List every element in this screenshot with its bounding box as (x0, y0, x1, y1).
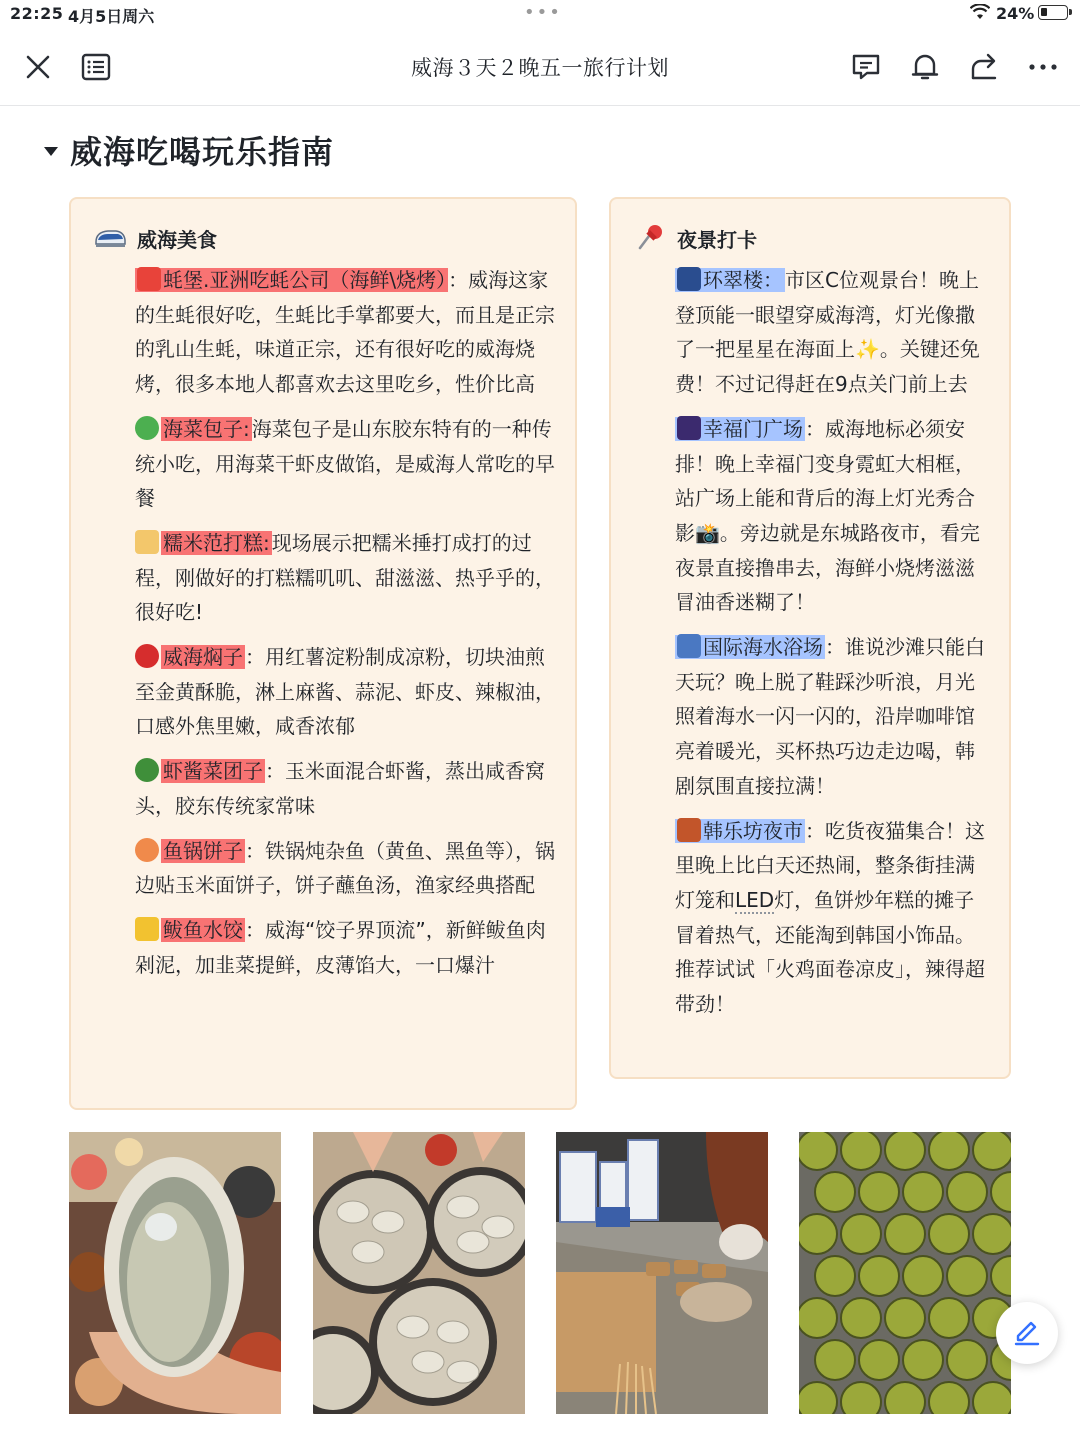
food-item-highlight (161, 918, 245, 942)
night-item-happy-gate (675, 412, 993, 620)
comment-button[interactable] (849, 50, 883, 84)
share-icon (969, 52, 999, 82)
photo-dumplings[interactable] (313, 1132, 525, 1414)
night-item-highlight (675, 417, 805, 441)
food-item-highlight (161, 531, 272, 555)
night-card-header (633, 221, 757, 255)
battery-percent: 24% (996, 4, 1035, 23)
night-item-desc-pre: 吃货夜猫集合！这里晚上比白天还热闹，整条街挂满灯笼和 (675, 818, 985, 912)
dumplings-image (313, 1132, 525, 1414)
food-item-highlight (161, 645, 245, 669)
food-item-sep: ： (245, 838, 265, 863)
edit-pen-icon (1012, 1318, 1042, 1348)
food-item-desc: 玉米面混合虾酱，蒸出咸香窝头，胶东传统家常味 (135, 759, 545, 818)
rice-cake-image (556, 1132, 768, 1414)
more-button[interactable] (1026, 50, 1060, 84)
food-item-name: 糯米范打糕 (163, 530, 263, 555)
night-item-huancui-tower (675, 263, 993, 402)
night-item-name: 韩乐坊夜市 (703, 818, 803, 843)
food-item-sep: ： (265, 759, 285, 784)
night-item-name: 幸福门广场 (703, 416, 803, 441)
fireworks-icon (677, 416, 701, 440)
food-item-sep: ： (245, 645, 265, 670)
status-date: 4月5日周六 (68, 7, 155, 26)
oyster-image (69, 1132, 281, 1414)
night-item-name: 环翠楼： (703, 268, 783, 292)
food-item-name: 海菜包子 (163, 416, 243, 441)
peach-icon (135, 838, 159, 862)
food-card-title: 威海美食 (137, 227, 217, 252)
multitask-dots-icon[interactable]: ••• (524, 2, 562, 23)
edit-button[interactable] (996, 1302, 1058, 1364)
food-item-sep: : (243, 416, 250, 441)
vegetable-buns-image (799, 1132, 1011, 1414)
night-item-beach (675, 630, 993, 804)
night-item-highlight (675, 635, 825, 659)
corn-icon (135, 917, 159, 941)
night-city-icon (677, 267, 701, 291)
broccoli-icon (135, 758, 159, 782)
section-title: 威海吃喝玩乐指南 (70, 133, 335, 171)
photo-vegetable-buns[interactable] (799, 1132, 1011, 1414)
more-icon (1028, 63, 1058, 71)
photo-oyster[interactable] (69, 1132, 281, 1414)
food-item-seaweed-bun (135, 412, 555, 516)
night-item-desc: 市区C位观景台！晚上登顶能一眼望穿威海湾，灯光像撒了一把星星在海面上✨。关键还免费！不过记得赶在9点关门前上去 (675, 268, 980, 397)
night-item-desc: 灯，鱼饼炒年糕的摊子冒着热气，还能淘到韩国小饰品。推荐试试「火鸡面卷凉皮」，辣得超带劲！ (675, 887, 985, 1017)
food-item-menzi (135, 640, 555, 744)
food-item-desc: 威海“饺子界顶流”，新鲜鲅鱼肉剁泥，加韭菜提鲜，皮薄馅大，一口爆汁 (135, 917, 546, 977)
food-item-highlight (161, 839, 245, 863)
night-item-highlight (675, 819, 805, 843)
night-item-sep: ： (805, 416, 825, 441)
spellcheck-mark[interactable]: LED (735, 887, 775, 912)
pushpin-icon (633, 221, 667, 255)
night-item-sep: ： (805, 818, 825, 843)
document-title: 威海３天２晚五一旅行计划 (411, 56, 669, 80)
sandwich-icon (135, 530, 159, 554)
status-bar (0, 0, 1080, 28)
food-item-highlight (161, 759, 265, 783)
night-card-title: 夜景打卡 (677, 227, 757, 252)
food-item-desc: 用红薯淀粉制成凉粉，切块油煎至金黄酥脆，淋上麻酱、蒜泥、虾皮、辣椒油，口感外焦里嫩，咸香浓郁 (135, 645, 555, 739)
food-item-sep: ： (245, 917, 265, 942)
food-item-highlight (135, 268, 448, 292)
night-item-sep: ： (825, 635, 845, 660)
strawberry-icon (137, 267, 161, 291)
sunset-city-icon (677, 818, 701, 842)
night-item-hanlefang (675, 814, 993, 1022)
food-item-sep: ： (448, 268, 469, 292)
bullet-train-icon (93, 221, 127, 255)
night-view-callout-card (609, 197, 1011, 1079)
wifi-icon (970, 4, 990, 20)
food-list (135, 263, 555, 992)
food-item-sep: : (263, 530, 270, 555)
food-item-mackerel-dumpling (135, 913, 555, 982)
status-time: 22:25 (10, 4, 64, 23)
bell-icon (911, 52, 939, 82)
night-item-name: 国际海水浴场 (703, 635, 823, 660)
food-item-desc: 现场展示把糯米捶打成打的过程，刚做好的打糕糯叽叽、甜滋滋、热乎乎的，很好吃! (135, 530, 555, 625)
food-item-name: 威海焖子 (163, 645, 243, 670)
food-card-header (93, 221, 217, 255)
green-pepper-icon (135, 416, 159, 440)
food-callout-card (69, 197, 577, 1110)
cityscape-icon (677, 634, 701, 658)
share-button[interactable] (967, 50, 1001, 84)
battery-icon (1038, 5, 1068, 20)
food-item-name: 鲅鱼水饺 (163, 917, 243, 942)
night-item-highlight (675, 268, 785, 292)
cherries-icon (135, 644, 159, 668)
night-item-desc: 谁说沙滩只能白天玩？晚上脱了鞋踩沙听浪，月光照着海水一闪一闪的，沿岸咖啡馆亮着暖光，买杯热巧边走边喝，韩剧氛围直接拉满！ (675, 635, 985, 798)
photo-rice-cake[interactable] (556, 1132, 768, 1414)
collapse-caret-icon[interactable] (44, 147, 58, 156)
food-item-name: 虾酱菜团子 (163, 759, 263, 784)
food-item-name: 蚝堡.亚洲吃蚝公司（海鲜\烧烤） (163, 268, 447, 292)
food-item-fish-pot-cake (135, 834, 555, 903)
notification-button[interactable] (908, 50, 942, 84)
section-heading (44, 128, 334, 172)
food-item-shrimp-paste-bun (135, 754, 555, 823)
food-item-highlight (161, 417, 252, 441)
top-navbar (0, 28, 1080, 106)
food-item-oyster (135, 263, 555, 402)
comment-icon (851, 53, 881, 81)
food-item-desc: 威海这家的生蚝很好吃，生蚝比手掌都要大，而且是正宗的乳山生蚝，味道正宗，还有很好吃的威海烧烤，很多本地人都喜欢去这里吃乡，性价比高 (135, 268, 555, 397)
night-item-desc: 威海地标必须安排！晚上幸福门变身霓虹大相框，站广场上能和背后的海上灯光秀合影📸。旁边就是东城路夜市，看完夜景直接撸串去，海鲜小烧烤滋滋冒油香迷糊了！ (675, 416, 980, 615)
food-item-desc: 铁锅炖杂鱼（黄鱼、黑鱼等），锅边贴玉米面饼子，饼子蘸鱼汤，渔家经典搭配 (135, 838, 555, 898)
food-item-desc: 海菜包子是山东胶东特有的一种传统小吃，用海菜干虾皮做馅，是威海人常吃的早餐 (135, 416, 555, 511)
food-item-name: 鱼锅饼子 (163, 838, 243, 863)
food-item-rice-cake (135, 526, 555, 630)
night-list (675, 263, 993, 1032)
